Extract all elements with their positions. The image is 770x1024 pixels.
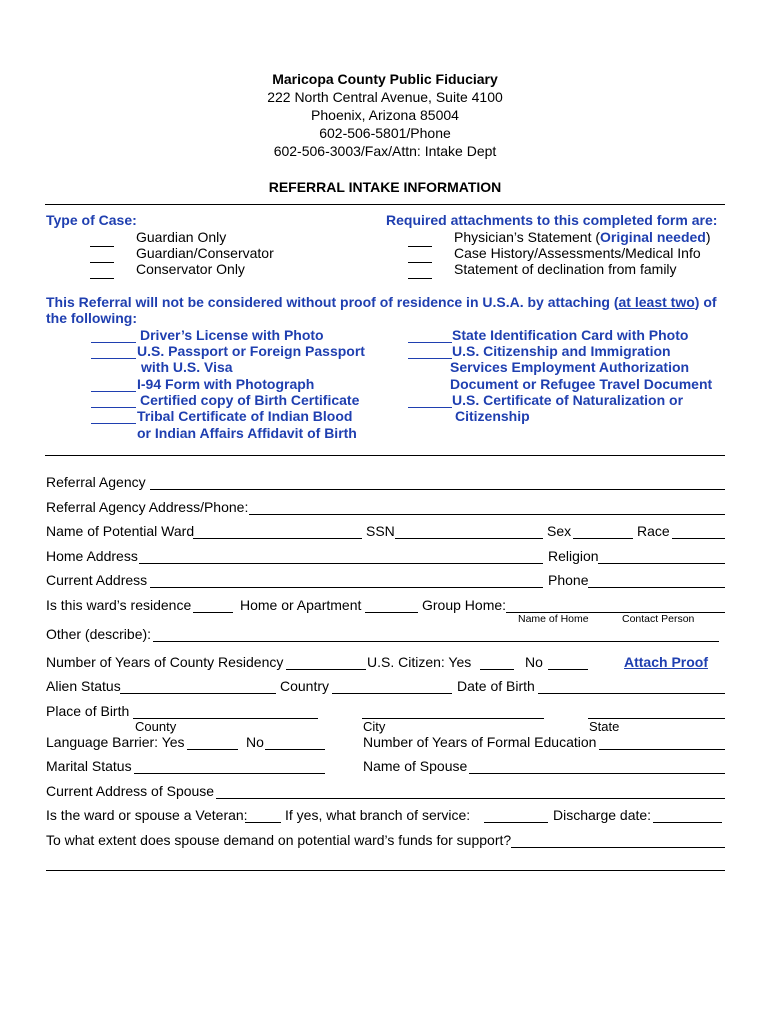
attachments-heading: Required attachments to this completed form are: <box>386 212 718 228</box>
sex-label: Sex <box>547 523 572 539</box>
home-apartment-label: Home or Apartment <box>240 597 362 613</box>
residence-notice: This Referral will not be considered without proof of residence in U.S.A. by attaching (at least two) of <box>46 294 717 310</box>
spouse-name-label: Name of Spouse <box>363 758 468 774</box>
attachment-blank[interactable] <box>408 278 432 279</box>
attach-proof-note: Attach Proof <box>624 654 708 670</box>
attachment-declination: Statement of declination from family <box>454 261 677 277</box>
address-line-1: 222 North Central Avenue, Suite 4100 <box>267 89 503 105</box>
attachment-physician: Physician’s Statement (Original needed) <box>454 229 711 245</box>
language-no-label: No <box>246 734 264 750</box>
county-caption: County <box>135 719 177 734</box>
agency-address-label: Referral Agency Address/Phone: <box>46 499 249 515</box>
case-option-blank[interactable] <box>90 262 114 263</box>
case-option-label: Guardian Only <box>136 229 227 245</box>
proof-naturalization-cont: Citizenship <box>455 408 530 424</box>
proof-passport-cont: with U.S. Visa <box>141 359 233 375</box>
proof-naturalization: U.S. Certificate of Naturalization or <box>452 392 684 408</box>
spouse-address-label: Current Address of Spouse <box>46 783 215 799</box>
religion-label: Religion <box>548 548 599 564</box>
referral-agency-field[interactable] <box>150 489 725 490</box>
proof-i94: I-94 Form with Photograph <box>137 376 315 392</box>
form-title: REFERRAL INTAKE INFORMATION <box>268 179 502 195</box>
current-address-field[interactable] <box>150 587 543 588</box>
religion-field[interactable] <box>598 563 725 564</box>
city-caption: City <box>363 719 386 734</box>
proof-state-id: State Identification Card with Photo <box>452 327 689 343</box>
proof-blank[interactable] <box>91 407 136 408</box>
education-field[interactable] <box>599 749 725 750</box>
proof-uscis: U.S. Citizenship and Immigration <box>452 343 671 359</box>
name-of-home-caption: Name of Home <box>518 613 589 625</box>
us-citizen-yes-blank[interactable] <box>480 669 514 670</box>
race-label: Race <box>637 523 670 539</box>
us-citizen-no-label: No <box>525 654 543 670</box>
branch-label: If yes, what branch of service: <box>285 807 471 823</box>
current-address-label: Current Address <box>46 572 148 588</box>
home-address-label: Home Address <box>46 548 138 564</box>
discharge-label: Discharge date: <box>553 807 652 823</box>
section-rule <box>45 455 725 456</box>
language-yes-blank[interactable] <box>187 749 238 750</box>
language-barrier-label: Language Barrier: Yes <box>46 734 185 750</box>
state-caption: State <box>589 719 620 734</box>
residence-home-blank[interactable] <box>193 612 233 613</box>
spouse-support-field-cont[interactable] <box>46 870 725 871</box>
proof-blank[interactable] <box>91 342 136 343</box>
years-residency-field[interactable] <box>286 669 366 670</box>
country-label: Country <box>280 678 330 694</box>
proof-blank[interactable] <box>91 391 136 392</box>
attachment-case-history: Case History/Assessments/Medical Info <box>454 245 701 261</box>
organization-name: Maricopa County Public Fiduciary <box>272 71 498 87</box>
proof-blank[interactable] <box>91 358 136 359</box>
case-type-heading: Type of Case: <box>46 212 137 228</box>
marital-status-label: Marital Status <box>46 758 132 774</box>
veteran-label: Is the ward or spouse a Veteran: <box>46 807 248 823</box>
fax-number: 602-506-3003/Fax/Attn: Intake Dept <box>273 143 497 159</box>
ssn-label: SSN <box>366 523 395 539</box>
ssn-field[interactable] <box>395 538 543 539</box>
proof-blank[interactable] <box>408 358 452 359</box>
marital-status-field[interactable] <box>134 773 325 774</box>
birth-city-field[interactable] <box>362 718 544 719</box>
proof-birth-certificate: Certified copy of Birth Certificate <box>140 392 360 408</box>
proof-tribal-certificate: Tribal Certificate of Indian Blood <box>137 408 353 424</box>
phone-field[interactable] <box>588 587 725 588</box>
header-rule <box>45 204 725 205</box>
proof-uscis-cont1: Services Employment Authorization <box>450 359 690 375</box>
phone-number: 602-506-5801/Phone <box>319 125 451 141</box>
home-address-field[interactable] <box>139 563 543 564</box>
branch-field[interactable] <box>484 822 548 823</box>
place-of-birth-label: Place of Birth <box>46 703 130 719</box>
proof-drivers-license: Driver’s License with Photo <box>140 327 324 343</box>
attachment-blank[interactable] <box>408 262 432 263</box>
residence-type-label: Is this ward’s residence <box>46 597 192 613</box>
alien-status-label: Alien Status <box>46 678 121 694</box>
proof-blank[interactable] <box>91 423 136 424</box>
spouse-support-field[interactable] <box>511 847 725 848</box>
residence-group-blank[interactable] <box>365 612 418 613</box>
dob-field[interactable] <box>538 693 725 694</box>
residence-notice-cont: the following: <box>46 310 137 326</box>
ward-name-field[interactable] <box>193 538 362 539</box>
spouse-support-label: To what extent does spouse demand on potential ward’s funds for support? <box>46 832 512 848</box>
alien-status-field[interactable] <box>120 693 276 694</box>
years-residency-label: Number of Years of County Residency <box>46 654 284 670</box>
referral-agency-label: Referral Agency <box>46 474 146 490</box>
contact-person-caption: Contact Person <box>622 613 695 625</box>
proof-tribal-cont: or Indian Affairs Affidavit of Birth <box>137 425 357 441</box>
sex-field[interactable] <box>573 538 633 539</box>
country-field[interactable] <box>332 693 452 694</box>
case-option-label: Conservator Only <box>136 261 245 277</box>
case-option-label: Guardian/Conservator <box>136 245 274 261</box>
dob-label: Date of Birth <box>457 678 535 694</box>
race-field[interactable] <box>672 538 725 539</box>
proof-blank[interactable] <box>408 407 452 408</box>
us-citizen-label: U.S. Citizen: Yes <box>367 654 472 670</box>
proof-uscis-cont2: Document or Refugee Travel Document <box>450 376 713 392</box>
proof-passport: U.S. Passport or Foreign Passport <box>137 343 365 359</box>
education-label: Number of Years of Formal Education <box>363 734 597 750</box>
other-label: Other (describe): <box>46 626 152 642</box>
discharge-field[interactable] <box>653 822 722 823</box>
case-option-blank[interactable] <box>90 278 114 279</box>
ward-name-label: Name of Potential Ward <box>46 523 195 539</box>
phone-label: Phone <box>548 572 589 588</box>
group-home-label: Group Home: <box>422 597 507 613</box>
spouse-address-field[interactable] <box>216 798 725 799</box>
case-option-blank[interactable] <box>90 246 114 247</box>
other-field[interactable] <box>153 641 719 642</box>
us-citizen-no-blank[interactable] <box>548 669 588 670</box>
veteran-field[interactable] <box>245 822 281 823</box>
attachment-blank[interactable] <box>408 246 432 247</box>
proof-blank[interactable] <box>408 342 452 343</box>
address-line-2: Phoenix, Arizona 85004 <box>311 107 459 123</box>
agency-address-field[interactable] <box>249 514 725 515</box>
language-no-blank[interactable] <box>265 749 325 750</box>
spouse-name-field[interactable] <box>469 773 725 774</box>
